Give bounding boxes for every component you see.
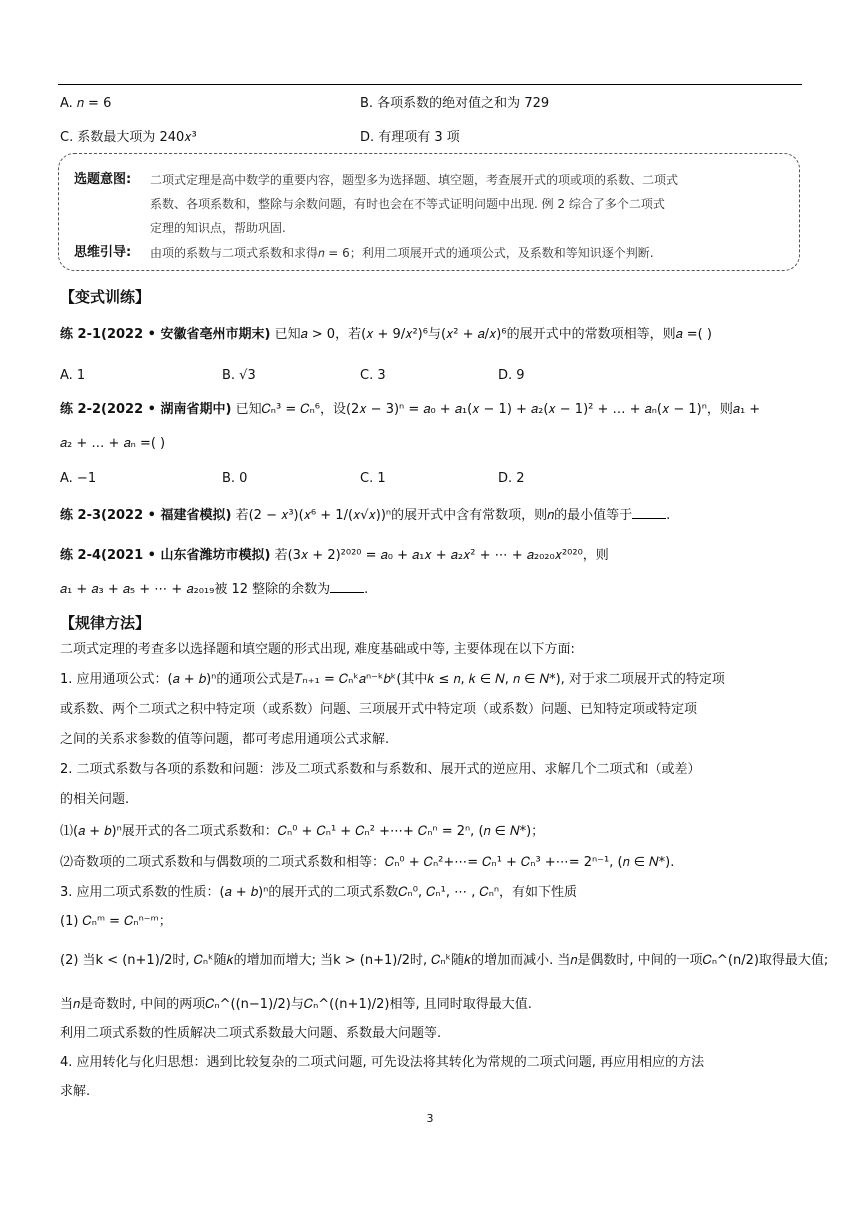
question-2-1 — [60, 325, 712, 345]
rule-line-8: ⑵奇数项的二项式系数和与偶数项的二项式系数和相等：𝐶ₙ⁰ + 𝐶ₙ²+⋯= 𝐶ₙ¹ + 𝐶ₙ³ +⋯= 2ⁿ⁻¹, (𝑛 ∈ 𝑁*). — [60, 855, 675, 870]
rule-line-4: 之间的关系求参数的值等问题，都可考虑用通项公式求解. — [60, 732, 390, 747]
guide-line: 由项的系数与二项式系数和求得𝑛 = 6；利用二项展开式的通项公式，及系数和等知识逐个判断. — [150, 246, 654, 260]
rule-line-9: 3. 应用二项式系数的性质：(𝑎 + 𝑏)ⁿ的展开式的二项式系数𝐶ₙ⁰, 𝐶ₙ¹, ⋯ , 𝐶ₙⁿ，有如下性质 — [60, 885, 578, 900]
rule-line-11: (2) 当k < (n+1)/2时, 𝐶ₙᵏ随𝑘的增加而增大; 当k > (n+1)/2时, 𝐶ₙᵏ随𝑘的增加而减小. 当𝑛是偶数时, 中间的一项𝐶ₙ^(n/2)取得最大值; — [60, 953, 829, 968]
question-text: 若(3𝑥 + 2)²⁰²⁰ = 𝑎₀ + 𝑎₁𝑥 + 𝑎₂𝑥² + ⋯ + 𝑎₂₀₂₀𝑥²⁰²⁰，则 — [274, 548, 609, 563]
answer-blank[interactable] — [632, 506, 666, 519]
q2-option-b: B. 0 — [222, 471, 248, 486]
question-2-2-cont: 𝑎₂ + … + 𝑎ₙ =( ) — [60, 436, 166, 451]
question-tag: 练 2-3(2022 • 福建省模拟) — [60, 508, 232, 523]
guide-label: 思维引导: — [74, 245, 132, 260]
q1-option-a: A. 1 — [60, 368, 86, 383]
option-d: D. 有理项有 3 项 — [360, 130, 460, 145]
question-2-4-cont — [60, 580, 368, 600]
rule-line-15: 求解. — [60, 1084, 91, 1099]
rule-line-5: 2. 二项式系数与各项的系数和问题：涉及二项式系数和与系数和、展开式的逆应用、求解几个二项式和（或差） — [60, 762, 701, 777]
header-rule — [58, 84, 802, 85]
rule-line-6: 的相关问题. — [60, 792, 130, 807]
rule-line-12: 当𝑛是奇数时, 中间的两项𝐶ₙ^((n−1)/2)与𝐶ₙ^((n+1)/2)相等, 且同时取得最大值. — [60, 997, 532, 1012]
q2-option-d: D. 2 — [498, 471, 525, 486]
rule-line-3: 或系数、两个二项式之积中特定项（或系数）问题、三项展开式中特定项（或系数）问题、已知特定项或特定项 — [60, 702, 698, 717]
period: . — [666, 508, 671, 523]
answer-blank[interactable] — [330, 580, 364, 593]
rule-line-1: 二项式定理的考查多以选择题和填空题的形式出现, 难度基础或中等, 主要体现在以下方面: — [60, 642, 575, 657]
question-tag: 练 2-4(2021 • 山东省潍坊市模拟) — [60, 548, 271, 563]
question-2-4 — [60, 546, 609, 566]
question-text: 已知𝐶ₙ³ = 𝐶ₙ⁶，设(2𝑥 − 3)ⁿ = 𝑎₀ + 𝑎₁(𝑥 − 1) + 𝑎₂(𝑥 − 1)² + … + 𝑎ₙ(𝑥 − 1)ⁿ，则𝑎₁ + — [235, 402, 761, 417]
page-number: 3 — [426, 1112, 434, 1125]
q1-option-c: C. 3 — [360, 368, 386, 383]
question-text: 已知𝑎 > 0，若(𝑥 + 9/𝑥²)⁶与(𝑥² + 𝑎/𝑥)⁶的展开式中的常数项相等，则𝑎 =( ) — [274, 327, 712, 342]
question-text: 𝑎₁ + 𝑎₃ + 𝑎₅ + ⋯ + 𝑎₂₀₁₉被 12 整除的余数为 — [60, 582, 331, 597]
period: . — [364, 582, 369, 597]
q1-option-b: B. √3 — [222, 368, 256, 383]
rule-line-14: 4. 应用转化与化归思想：遇到比较复杂的二项式问题, 可先设法将其转化为常规的二项式问题, 再应用相应的方法 — [60, 1055, 705, 1070]
question-2-3 — [60, 506, 670, 526]
section-variant-training: 【变式训练】 — [60, 288, 151, 306]
question-text: 若(2 − 𝑥³)(𝑥⁶ + 1/(𝑥√𝑥))ⁿ的展开式中含有常数项，则𝑛的最小值等于 — [235, 508, 633, 523]
rule-line-7: ⑴(𝑎 + 𝑏)ⁿ展开式的各二项式系数和：𝐶ₙ⁰ + 𝐶ₙ¹ + 𝐶ₙ² +⋯+ 𝐶ₙⁿ = 2ⁿ, (𝑛 ∈ 𝑁*)； — [60, 824, 545, 839]
question-2-2 — [60, 400, 760, 420]
q1-option-d: D. 9 — [498, 368, 525, 383]
rule-line-13: 利用二项式系数的性质解决二项式系数最大问题、系数最大问题等. — [60, 1026, 442, 1041]
intent-label: 选题意图: — [74, 172, 132, 187]
intent-line-3: 定理的知识点，帮助巩固. — [150, 221, 286, 235]
option-b: B. 各项系数的绝对值之和为 729 — [360, 96, 550, 111]
q2-option-c: C. 1 — [360, 471, 386, 486]
rule-line-2: 1. 应用通项公式：(𝑎 + 𝑏)ⁿ的通项公式是𝑇ₙ₊₁ = 𝐶ₙᵏ𝑎ⁿ⁻ᵏ𝑏ᵏ(其中𝑘 ≤ 𝑛, 𝑘 ∈ 𝑁, 𝑛 ∈ 𝑁*), 对于求二项展开式的特定项 — [60, 672, 725, 687]
rule-line-10: (1) 𝐶ₙᵐ = 𝐶ₙⁿ⁻ᵐ； — [60, 914, 172, 929]
question-tag: 练 2-2(2022 • 湖南省期中) — [60, 402, 232, 417]
intent-line-2: 系数、各项系数和，整除与余数问题，有时也会在不等式证明问题中出现. 例 2 综合了多个二项式 — [150, 197, 665, 211]
option-a: A. 𝑛 = 6 — [60, 96, 112, 111]
section-rules-methods: 【规律方法】 — [60, 614, 151, 632]
option-c: C. 系数最大项为 240𝑥³ — [60, 130, 197, 145]
q2-option-a: A. −1 — [60, 471, 97, 486]
question-tag: 练 2-1(2022 • 安徽省亳州市期末) — [60, 327, 271, 342]
intent-line-1: 二项式定理是高中数学的重要内容，题型多为选择题、填空题，考查展开式的项或项的系数、二项式 — [150, 173, 679, 187]
